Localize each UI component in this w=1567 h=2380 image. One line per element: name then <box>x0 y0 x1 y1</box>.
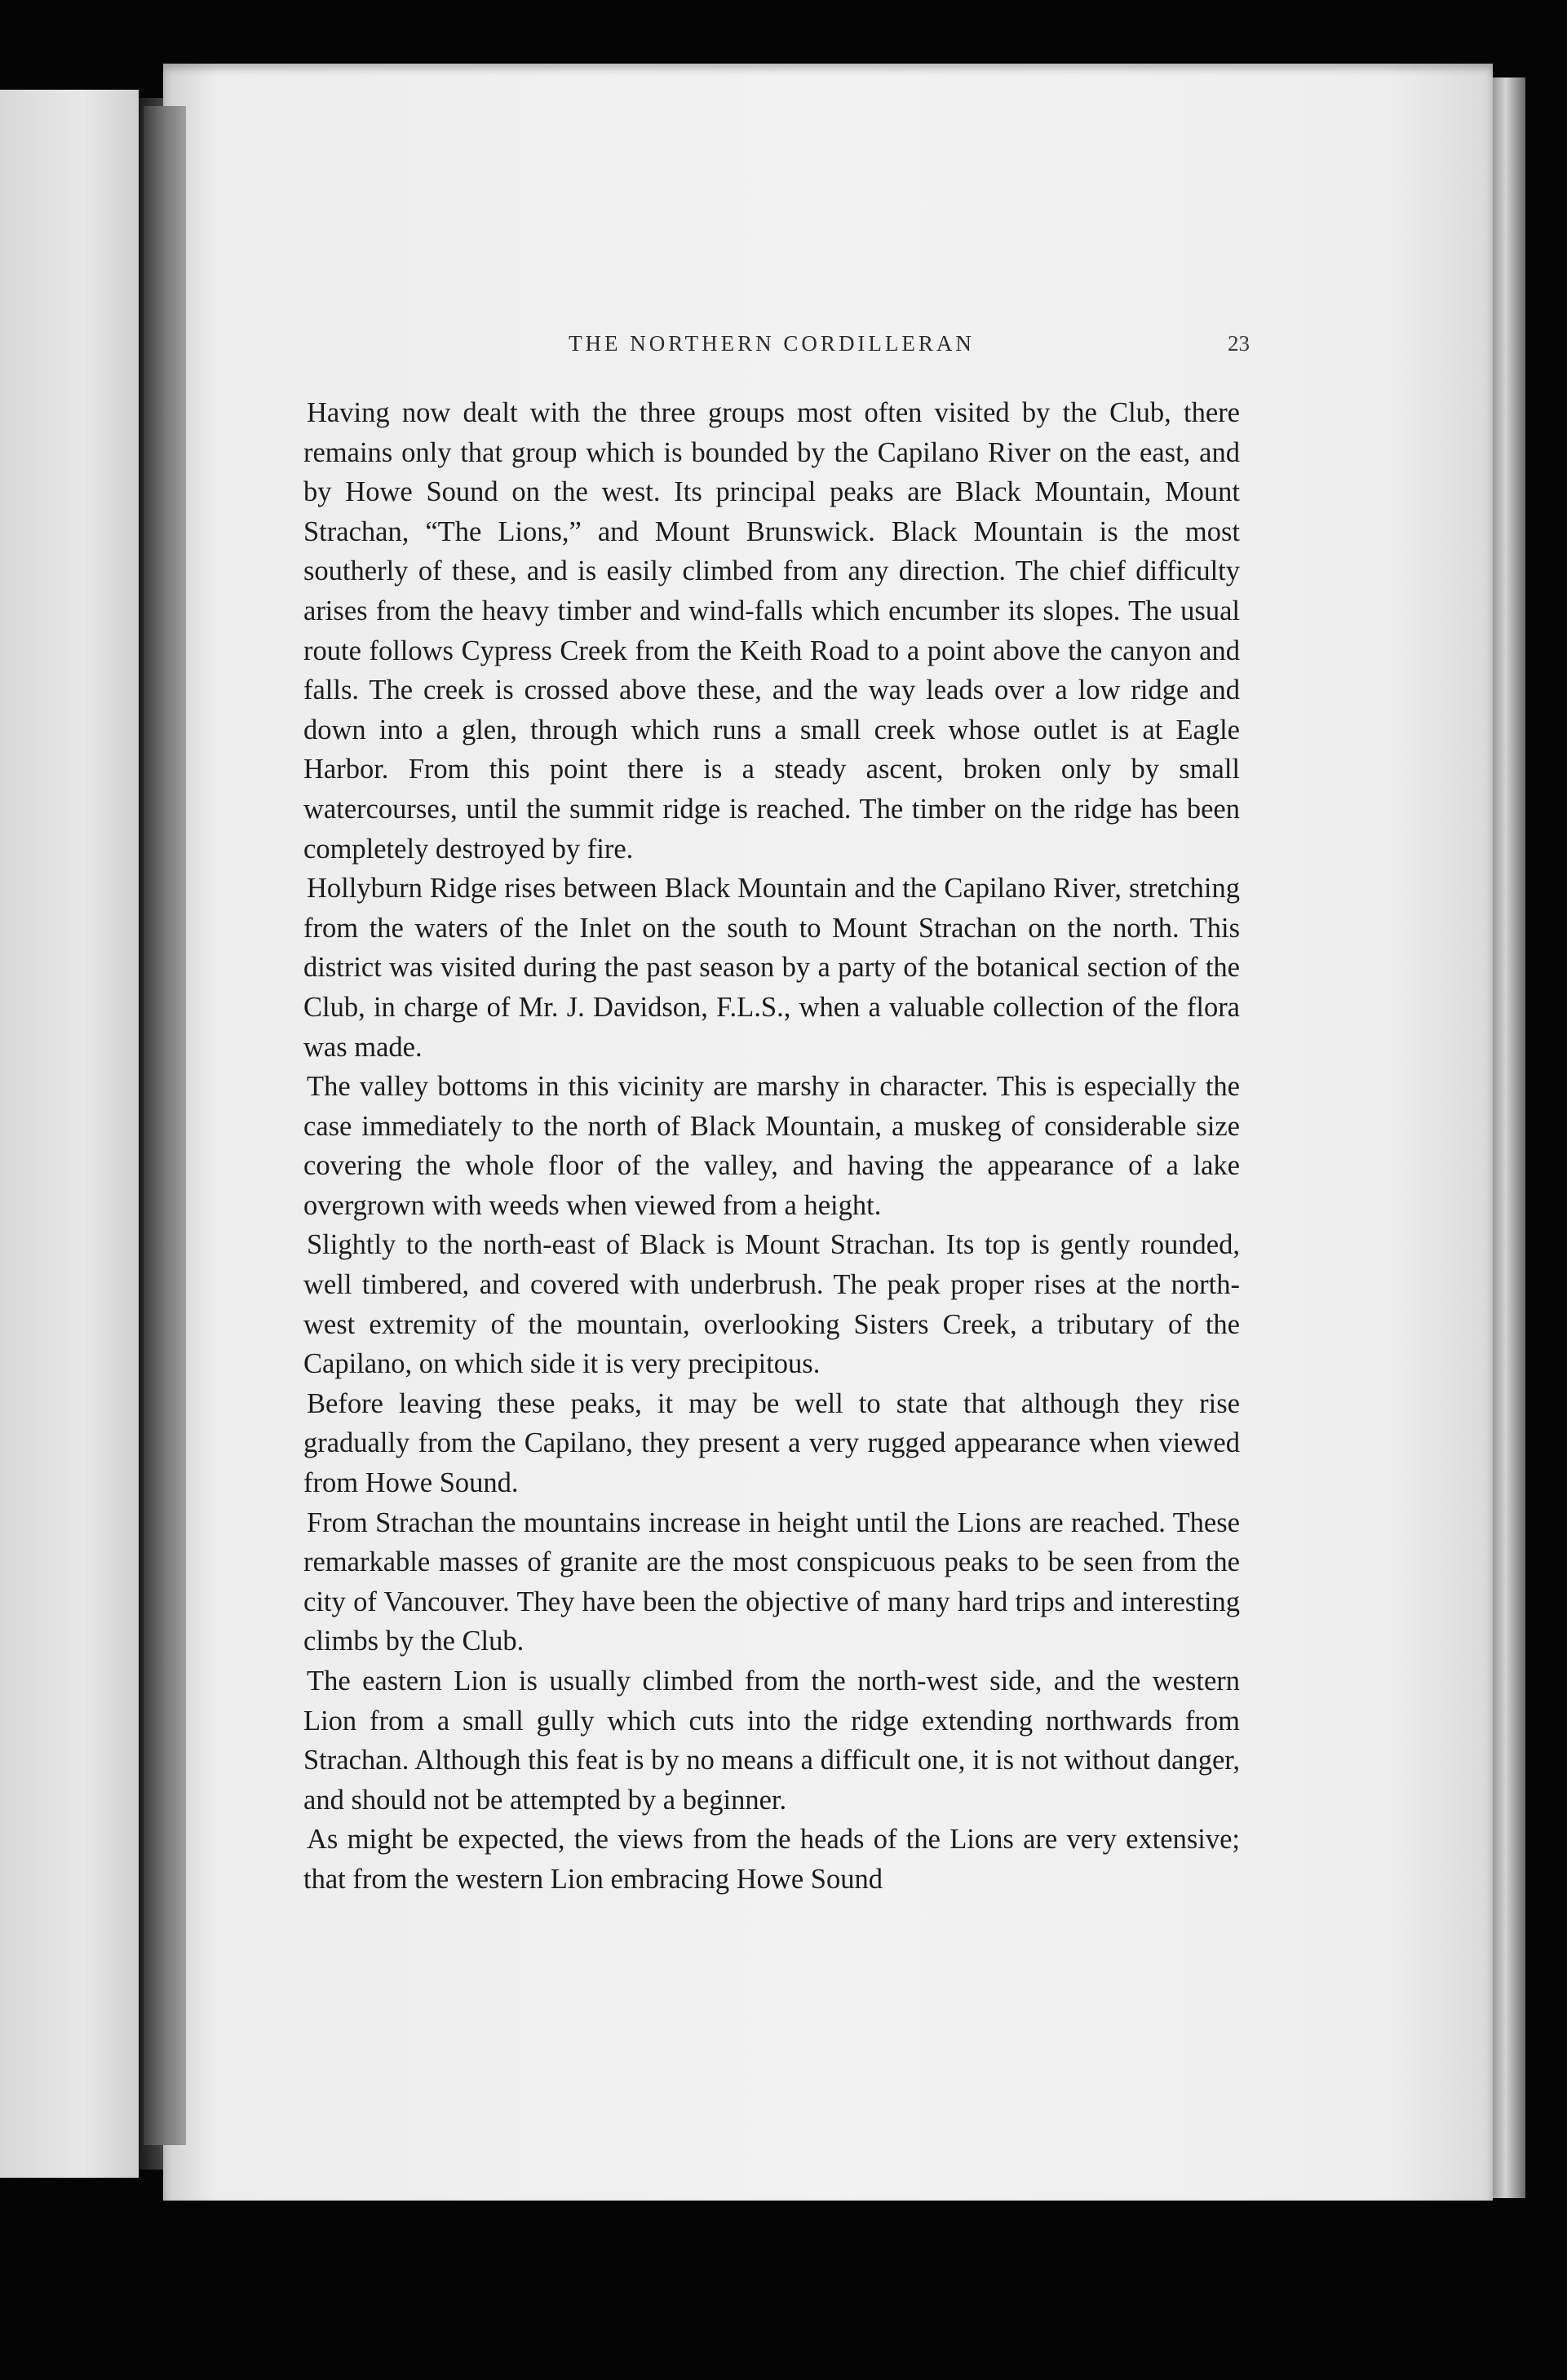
paragraph: The eastern Lion is usually climbed from the north-west side, and the western Lion from a small gully which cuts into the ridge extending northwards from Strachan. Although this feat is by no means a difficult one, it is not without danger, and should not be attempted by a beginner. <box>303 1666 1240 1816</box>
running-head <box>303 326 1250 375</box>
paragraph: From Strachan the mountains increase in height until the Lions are reached. These remarkable masses of granite are the most conspicuous peaks to be seen from the city of Vancouver. They have been the objective of many hard trips and interesting climbs by the Club. <box>303 1506 1240 1657</box>
page-text <box>303 326 1250 1900</box>
paragraph: Hollyburn Ridge rises between Black Mountain and the Capilano River, stretching from the waters of the Inlet on the south to Mount Strachan on the north. This district was visited during the past season by a party of the botanical section of the Club, in charge of Mr. J. Davidson, F.L.S., when a valuable collection of the flora was made. <box>303 873 1240 1063</box>
paragraph: Before leaving these peaks, it may be well to state that although they rise gradually from the Capilano, they present a very rugged appearance when viewed from Howe Sound. <box>303 1387 1240 1499</box>
paragraph: Having now dealt with the three groups most often visited by the Club, there remains only that group which is bounded by the Capilano River on the east, and by Howe Sound on the west. Its principal peaks are Black Mountain, Mount Strachan, “The Lions,” and Mount Brunswick. Black Mountain is the most southerly of these, and is easily climbed from any direction. The chief difficulty arises from the heavy timber and wind-falls which encumber its slopes. The usual route follows Cypress Creek from the Keith Road to a point above the canyon and falls. The creek is crossed above these, and the way leads over a low ridge and down into a glen, through which runs a small creek whose outlet is at Eagle Harbor. From this point there is a steady ascent, broken only by small watercourses, until the summit ridge is reached. The timber on the ridge has been completely destroyed by fire. <box>303 397 1240 865</box>
running-title: THE NORTHERN CORDILLERAN <box>569 331 975 356</box>
paragraph: The valley bottoms in this vicinity are marshy in character. This is especially the case immediately to the north of Black Mountain, a muskeg of considerable size covering the whole floor of the valley, and having the appearance of a lake overgrown with weeds when viewed from a height. <box>303 1071 1240 1221</box>
facing-page-edge <box>0 90 139 2178</box>
page-gutter <box>144 106 186 2145</box>
paragraph: Slightly to the north-east of Black is Mount Strachan. Its top is gently rounded, well timbered, and covered with underbrush. The peak proper rises at the north-west extremity of the mountain, overlooking Sisters Creek, a tributary of the Capilano, on which side it is very precipitous. <box>303 1229 1240 1380</box>
page-stack-edge <box>1493 77 1525 2198</box>
page-number: 23 <box>1228 331 1250 356</box>
paragraph: As might be expected, the views from the heads of the Lions are very extensive; that from the western Lion embracing Howe Sound <box>303 1824 1240 1895</box>
